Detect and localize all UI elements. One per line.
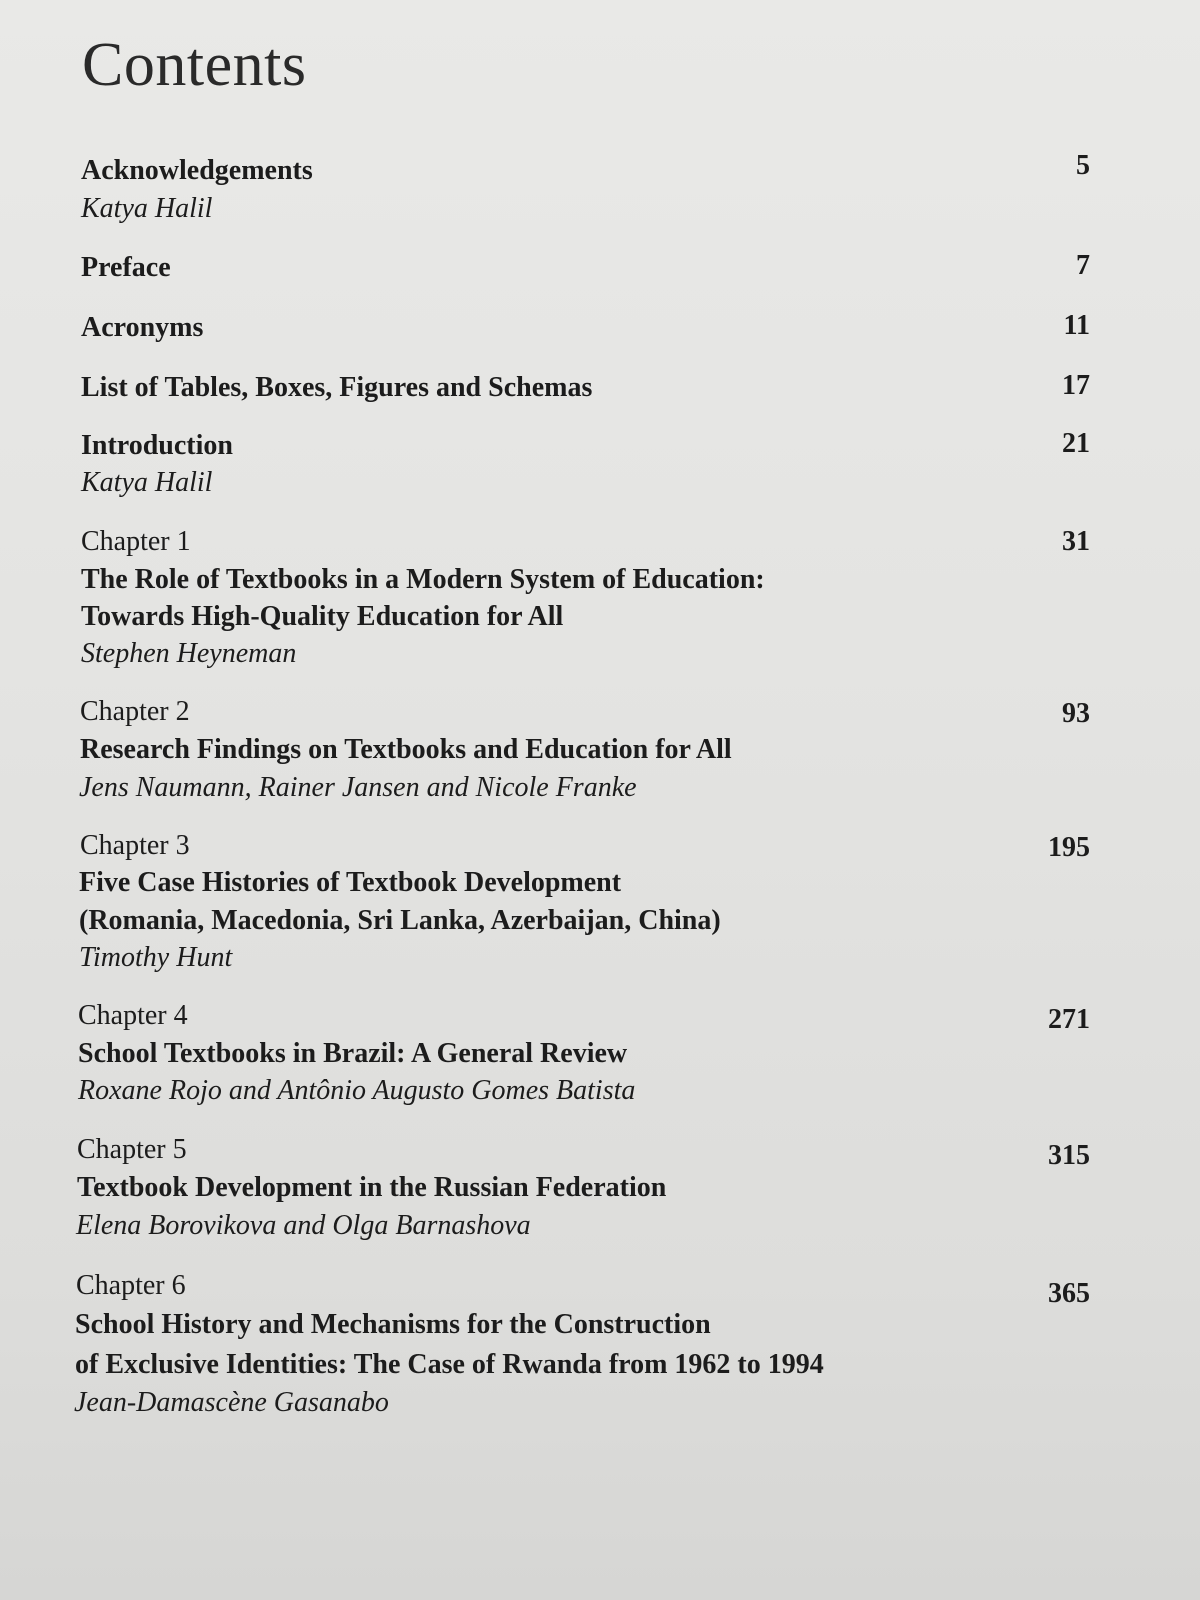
entry-page-number: 17 — [1062, 370, 1090, 401]
entry-page-number: 21 — [1062, 428, 1090, 459]
chapter-label: Chapter 5 — [77, 1134, 187, 1165]
entry-author: Jens Naumann, Rainer Jansen and Nicole Franke — [79, 772, 637, 803]
chapter-label: Chapter 1 — [81, 526, 191, 557]
entry-title-line-2: of Exclusive Identities: The Case of Rwanda from 1962 to 1994 — [75, 1349, 824, 1380]
chapter-label: Chapter 4 — [78, 1000, 188, 1031]
entry-author: Stephen Heyneman — [81, 638, 297, 669]
entry-title-line-1: School History and Mechanisms for the Construction — [75, 1309, 711, 1340]
entry-author: Elena Borovikova and Olga Barnashova — [76, 1210, 531, 1241]
entry-title-line-1: The Role of Textbooks in a Modern System of Education: — [81, 564, 765, 595]
entry-title: List of Tables, Boxes, Figures and Schemas — [81, 372, 593, 403]
entry-page-number: 315 — [1048, 1140, 1090, 1171]
entry-title: Acronyms — [81, 312, 204, 343]
entry-author: Katya Halil — [81, 467, 213, 498]
entry-page-number: 11 — [1063, 310, 1090, 341]
entry-page-number: 93 — [1062, 698, 1090, 729]
entry-page-number: 271 — [1048, 1004, 1090, 1035]
entry-page-number: 5 — [1076, 150, 1090, 181]
entry-title-line-2: Towards High-Quality Education for All — [81, 601, 564, 632]
entry-author: Timothy Hunt — [79, 942, 233, 973]
entry-page-number: 365 — [1048, 1278, 1090, 1309]
entry-page-number: 31 — [1062, 526, 1090, 557]
entry-title: School Textbooks in Brazil: A General Review — [78, 1038, 628, 1069]
chapter-label: Chapter 2 — [80, 696, 190, 727]
entry-title-line-1: Five Case Histories of Textbook Development — [79, 867, 622, 898]
entry-author: Jean-Damascène Gasanabo — [74, 1387, 389, 1418]
chapter-label: Chapter 3 — [80, 830, 190, 861]
page-title: Contents — [82, 31, 307, 99]
entry-author: Roxane Rojo and Antônio Augusto Gomes Batista — [78, 1075, 636, 1106]
entry-title: Preface — [81, 252, 171, 283]
entry-title: Textbook Development in the Russian Federation — [77, 1172, 667, 1203]
entry-page-number: 195 — [1048, 832, 1090, 863]
entry-title-line-2: (Romania, Macedonia, Sri Lanka, Azerbaijan, China) — [79, 905, 721, 936]
entry-author: Katya Halil — [81, 193, 213, 224]
chapter-label: Chapter 6 — [76, 1270, 186, 1301]
entry-title: Research Findings on Textbooks and Education for All — [80, 734, 732, 765]
entry-title: Introduction — [81, 430, 233, 461]
entry-title: Acknowledgements — [81, 155, 313, 186]
entry-page-number: 7 — [1076, 250, 1090, 281]
